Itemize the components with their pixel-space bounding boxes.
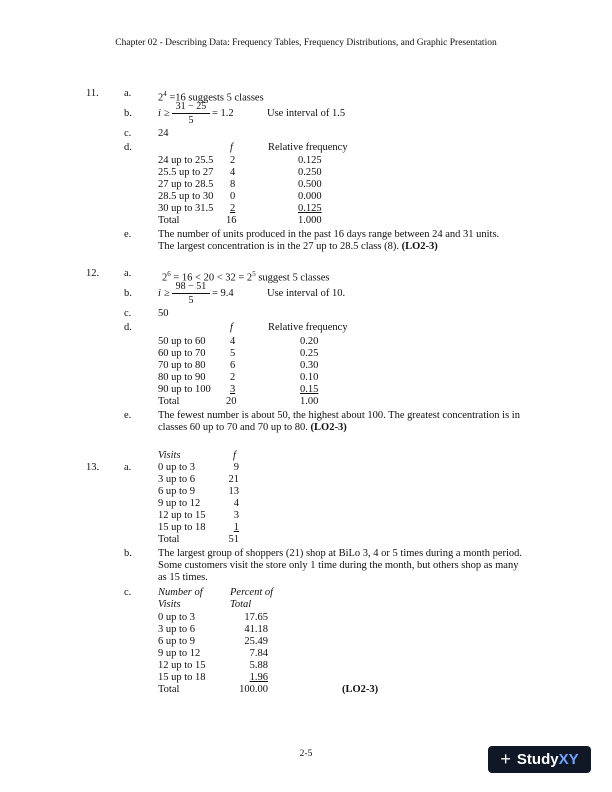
brand-prefix: Study — [516, 751, 559, 768]
table-row-rel: 0.20 — [300, 336, 319, 347]
table-row-class: 24 up to 25.5 — [158, 155, 214, 166]
number-of-visits-header-2: Visits — [158, 599, 181, 610]
page-header: Chapter 02 - Describing Data: Frequency Tables, Frequency Distributions, and Graphic Presentation — [115, 38, 497, 48]
interval-result: = 9.4 — [212, 288, 234, 299]
table-total-rel: 1.000 — [298, 215, 322, 226]
table-row-class: 0 up to 3 — [158, 462, 196, 473]
table-row-pct: 25.49 — [244, 636, 268, 647]
table-row-f: 8 — [230, 179, 236, 190]
table-total-pct: 100.00 — [239, 684, 268, 695]
p11-e-line2: The largest concentration is in the 27 up to 28.5 class (8). (LO2-3) — [158, 241, 438, 252]
table-total-f: 16 — [226, 215, 237, 226]
learning-objective: (LO2-3) — [342, 684, 379, 695]
table-row-class: 60 up to 70 — [158, 348, 206, 359]
table-row-rel: 0.15 — [300, 384, 319, 395]
item-label: b. — [124, 548, 132, 559]
table-row-class: 30 up to 31.5 — [158, 203, 214, 214]
table-row-class: 0 up to 3 — [158, 612, 196, 623]
item-label: a. — [124, 462, 132, 473]
p13-b-line1: The largest group of shoppers (21) shop at BiLo 3, 4 or 5 times during a month period. — [158, 548, 523, 559]
table-row-f: 6 — [230, 360, 236, 371]
interval-symbol: i — [158, 288, 161, 299]
table-row-f: 13 — [228, 486, 239, 497]
percent-of-total-header: Percent of — [230, 587, 274, 598]
plus-icon: + — [500, 749, 511, 769]
interval-note: Use interval of 1.5 — [267, 108, 346, 119]
percent-of-total-header-2: Total — [230, 599, 252, 610]
table-row-rel: 0.25 — [300, 348, 319, 359]
problem-number: 11. — [86, 88, 99, 99]
table-row-f: 4 — [230, 167, 236, 178]
item-label: d. — [124, 322, 132, 333]
item-label: c. — [124, 128, 132, 139]
table-row-rel: 0.30 — [300, 360, 319, 371]
f-column-header: f — [230, 322, 233, 333]
interval-symbol: i — [158, 108, 161, 119]
p12-e-line1: The fewest number is about 50, the highest about 100. The greatest concentration is in — [158, 410, 520, 421]
table-row-class: 3 up to 6 — [158, 474, 196, 485]
table-row-class: 15 up to 18 — [158, 672, 206, 683]
lower-limit: 24 — [158, 128, 169, 139]
p12-e-line2: classes 60 up to 70 and 70 up to 80. (LO2-3) — [158, 422, 347, 433]
table-row-rel: 0.500 — [298, 179, 322, 190]
lower-limit: 50 — [158, 308, 169, 319]
item-label: a. — [124, 88, 132, 99]
table-row-f: 0 — [230, 191, 236, 202]
table-row-class: 50 up to 60 — [158, 336, 206, 347]
table-row-pct: 5.88 — [249, 660, 268, 671]
table-row-rel: 0.125 — [298, 203, 322, 214]
table-row-rel: 0.125 — [298, 155, 322, 166]
table-row-f: 2 — [230, 203, 236, 214]
ge-symbol: ≥ — [164, 288, 170, 299]
fraction-denominator: 5 — [188, 115, 194, 126]
table-row-pct: 17.65 — [244, 612, 268, 623]
table-row-f: 9 — [233, 462, 239, 473]
table-total-f: 20 — [226, 396, 237, 407]
page-number: 2-5 — [299, 749, 313, 759]
number-of-visits-header: Number of — [158, 587, 203, 598]
table-row-f: 1 — [233, 522, 239, 533]
table-row-class: 27 up to 28.5 — [158, 179, 214, 190]
learning-objective: (LO2-3) — [401, 241, 438, 252]
table-total-label: Total — [158, 396, 180, 407]
table-row-pct: 41.18 — [244, 624, 268, 635]
table-row-pct: 1.96 — [249, 672, 268, 683]
brand-suffix: XY — [558, 751, 579, 768]
table-row-rel: 0.250 — [298, 167, 322, 178]
item-label: e. — [124, 410, 132, 421]
interval-result: = 1.2 — [212, 108, 234, 119]
item-label: c. — [124, 308, 132, 319]
problem-number: 13. — [86, 462, 100, 473]
table-row-f: 4 — [233, 498, 239, 509]
item-label: c. — [124, 587, 132, 598]
table-row-class: 3 up to 6 — [158, 624, 196, 635]
table-total-rel: 1.00 — [300, 396, 319, 407]
table-row-f: 2 — [230, 155, 236, 166]
fraction-denominator: 5 — [188, 295, 194, 306]
table-row-class: 6 up to 9 — [158, 486, 196, 497]
table-row-f: 3 — [233, 510, 239, 521]
item-label: b. — [124, 288, 132, 299]
fraction-numerator: 98 − 51 — [175, 281, 207, 292]
table-row-f: 4 — [230, 336, 236, 347]
table-total-f: 51 — [228, 534, 239, 545]
item-label: a. — [124, 268, 132, 279]
table-row-class: 12 up to 15 — [158, 510, 206, 521]
p11-a-text: $2^4 =16$ suggests 5 classes — [158, 90, 264, 104]
item-label: e. — [124, 229, 132, 240]
table-row-f: 21 — [228, 474, 239, 485]
relfreq-column-header: Relative frequency — [268, 322, 348, 333]
table-row-f: 2 — [230, 372, 236, 383]
table-row-class: 28.5 up to 30 — [158, 191, 214, 202]
table-row-pct: 7.84 — [249, 648, 268, 659]
relfreq-column-header: Relative frequency — [268, 142, 348, 153]
table-row-class: 80 up to 90 — [158, 372, 206, 383]
p13-b-line2: Some customers visit the store only 1 time during the month, but others shop as many — [158, 560, 519, 571]
p11-e-line1: The number of units produced in the past 16 days range between 24 and 31 units. — [158, 229, 500, 240]
table-row-class: 15 up to 18 — [158, 522, 206, 533]
problem-number: 12. — [86, 268, 100, 279]
table-row-class: 6 up to 9 — [158, 636, 196, 647]
table-row-class: 90 up to 100 — [158, 384, 211, 395]
item-label: d. — [124, 142, 132, 153]
ge-symbol: ≥ — [164, 108, 170, 119]
fraction-numerator: 31 − 25 — [175, 101, 207, 112]
f-column-header: f — [233, 450, 236, 461]
table-row-class: 25.5 up to 27 — [158, 167, 214, 178]
table-row-f: 3 — [230, 384, 236, 395]
table-total-label: Total — [158, 215, 180, 226]
table-row-rel: 0.000 — [298, 191, 322, 202]
studyxy-logo[interactable] — [488, 746, 591, 773]
f-column-header: f — [230, 142, 233, 153]
fraction-bar — [172, 293, 210, 294]
p12-a-text: $2^6 = 16 < 20 < 32 = 2^5$ suggest 5 classes — [162, 270, 330, 284]
p13-b-line3: as 15 times. — [158, 572, 208, 583]
table-row-class: 12 up to 15 — [158, 660, 206, 671]
visits-column-header: Visits — [158, 450, 181, 461]
table-total-label: Total — [158, 684, 180, 695]
table-row-class: 70 up to 80 — [158, 360, 206, 371]
table-row-rel: 0.10 — [300, 372, 319, 383]
learning-objective: (LO2-3) — [310, 422, 347, 433]
item-label: b. — [124, 108, 132, 119]
table-row-class: 9 up to 12 — [158, 648, 201, 659]
fraction-bar — [172, 113, 210, 114]
table-total-label: Total — [158, 534, 180, 545]
table-row-f: 5 — [230, 348, 236, 359]
interval-note: Use interval of 10. — [267, 288, 346, 299]
table-row-class: 9 up to 12 — [158, 498, 201, 509]
